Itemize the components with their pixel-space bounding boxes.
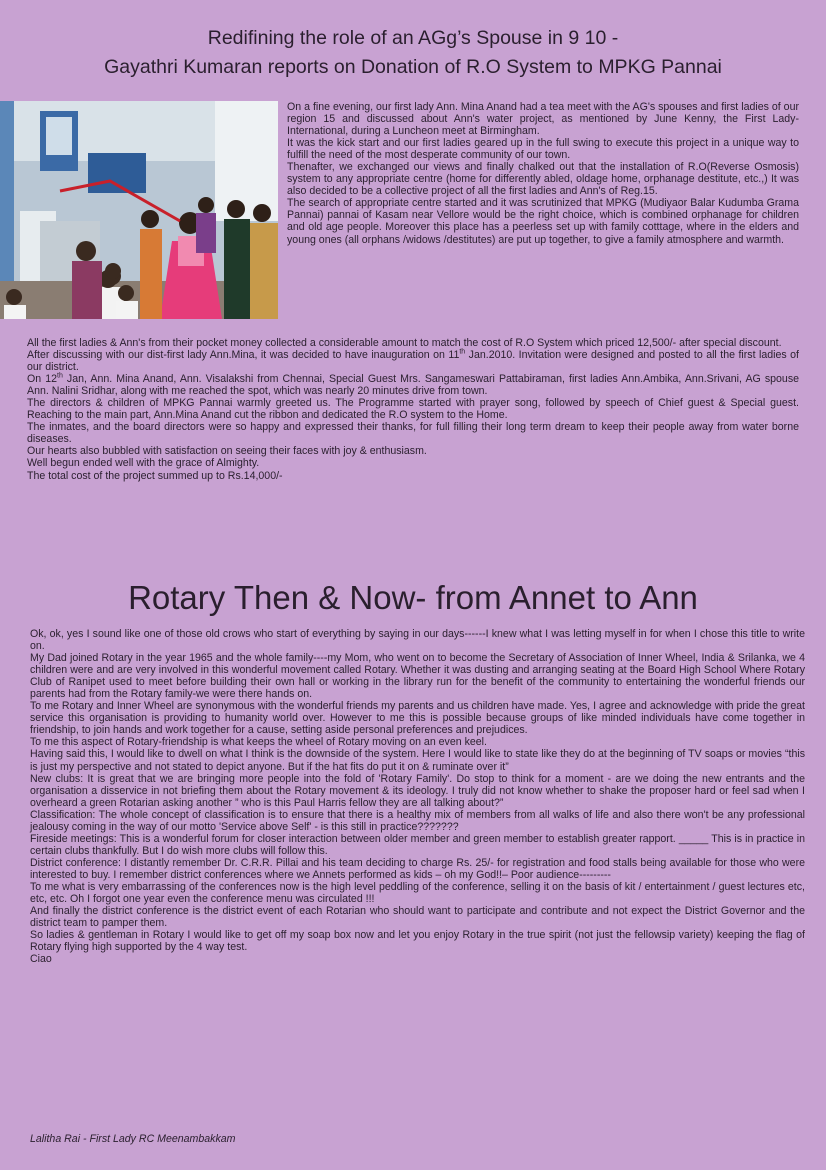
article1-para-10: Our hearts also bubbled with satisfaction on seeing their faces with joy & enthusiasm. [27, 445, 427, 458]
article1-para-6 [27, 349, 799, 373]
article2-para-9: District conference: I distantly remember Dr. C.R.R. Pillai and his team deciding to charge Rs. 25/- for registration and food stalls being available for those who were interested to buy. I remember district conferences where we Annets performed as kids – oh my God!!– Poor audience--------- [30, 856, 805, 881]
article1-para-7-b: Jan, Ann. Mina Anand, Ann. Visalakshi from Chennai, Special Guest Mrs. Sangameswari Pattabiraman, first ladies Ann.Ambika, Ann.Srivani, AG spouse Ann. Nalini Sridhar, along with me reached the spot, which was nearly 20 minutes drive from town. [27, 373, 800, 398]
article1-para-2: It was the kick start and our first ladies geared up in the full swing to execute this project in a unique way to fulfill the need of the most desperate community of our town. [287, 137, 799, 162]
article1-para-5: All the first ladies & Ann's from their pocket money collected a considerable amount to match the cost of R.O System which priced 12,500/- after special discount. [27, 337, 782, 349]
article1-title-line1: Redifining the role of an AGg’s Spouse in 9 10 - [207, 27, 619, 49]
article2-para-7: Classification: The whole concept of classification is to ensure that there is a healthy mix of members from all walks of life and also there won't be any professional jealousy coming in the way of our motto 'Service above Self' - is this still in practice??????? [30, 808, 805, 833]
article1-para-11: Well begun ended well with the grace of Almighty. [27, 457, 260, 470]
signature: Lalitha Rai - First Lady RC Meenambakkam [30, 1133, 236, 1145]
article2-para-2: My Dad joined Rotary in the year 1965 and the whole family----my Mom, who went on to become the Secretary of Association of Inner Wheel, India & Srilanka, we 4 children were and are very involved in this wonderful movement called Rotary. Whether it was dusting and arranging seating at the Board High School Where Rotary Club of Ranipet used to meet before building their own hall or working in the library run for the benefit of the community to entertaining the wonderful friends our parents had from the Rotary family-we were there hands on. [30, 652, 805, 701]
inauguration-photo-illustration [0, 101, 278, 319]
article1-title-line2: Gayathri Kumaran reports on Donation of R.O System to MPKG Pannai [104, 56, 722, 78]
article1-para-8: The directors & children of MPKG Pannai warmly greeted us. The Programme started with prayer song, followed by speech of Chief guest & Special guest. Reaching to the main part, Ann.Mina Anand cut the ribbon and dedicated the R.O system to the Home. [27, 397, 799, 422]
article1-para-1: On a fine evening, our first lady Ann. Mina Anand had a tea meet with the AG's spouses and first ladies of our region 15 and discussed about Ann's water project, as mentioned by June Kenny, the First Lady-International, during a Luncheon meet at Birmingham. [287, 101, 799, 138]
article2-para-4: To me this aspect of Rotary-friendship is what keeps the wheel of Rotary moving on an even keel. [30, 736, 487, 749]
article1-para-7 [27, 373, 799, 397]
article1-body [27, 337, 799, 482]
article2-body [30, 628, 805, 965]
article2-para-12: So ladies & gentleman in Rotary I would like to get off my soap box now and let you enjoy Rotary in the true spirit (not just the fellowsip variety) keeping the flag of Rotary flying high supported by the 4 way test. [30, 929, 805, 954]
article1-para-3: Thenafter, we exchanged our views and finally chalked out that the installation of R.O(Reverse Osmosis) system to any appropriate centre (home for differently abled, oldage home, orphanage destitute, etc.,) It was also decided to be a collective project of all the first ladies and Ann's of Reg.15. [287, 161, 799, 198]
article2-para-3: To me Rotary and Inner Wheel are synonymous with the wonderful friends my parents and us children have made. Yes, I agree and acknowledge with pride the great service this organisation is providing to humanity world over. However to me this is possible because groups of like minded individuals have come together in friendship, to join hands and work together for a cause, setting aside personal preferences and prejudices. [30, 700, 805, 737]
article1-intro-column [287, 101, 799, 246]
article2-para-8: Fireside meetings: This is a wonderful forum for closer interaction between older member and green member to establish greater rapport. _____ This is in practice in certain clubs thankfully. But I do wish more clubs will follow this. [30, 832, 805, 857]
article2-title: Rotary Then & Now- from Annet to Ann [128, 579, 698, 616]
article1-para-12: The total cost of the project summed up to Rs.14,000/- [27, 469, 283, 482]
article1-para-6-a: After discussing with our dist-first lady Ann.Mina, it was decided to have inauguration on 11 [27, 349, 460, 362]
article1-para-4: The search of appropriate centre started and it was scrutinized that MPKG (Mudiyaor Balar Kudumba Grama Pannai) pannai of Kasam near Vellore would be the right choice, which is combined orphanage for children and old age people. Moreover this place has a peerless set up with family cotttage, where in the elders and young ones (all orphans /widows /destitutes) are put up together, to give a family atmosphere and warmth. [287, 197, 799, 246]
article2-para-6: New clubs: It is great that we are bringing more people into the fold of 'Rotary Family'. Do stop to think for a moment - are we doing the new entrants and the organisation a disservice in not briefing them about the Rotary movement & its ideology. I truly did not know whether to shake the proposer hard or feel sad when I overheard a green Rotarian asking another ” who is this Paul Harris fellow they are all talking about?” [30, 772, 805, 809]
article1-para-6-sup: th [459, 348, 466, 356]
article2-para-10: To me what is very embarrassing of the conferences now is the high level peddling of the conference, selling it on the basis of kit / entertainment / guest lectures etc, etc, etc. Oh I forgot one year even the conference menu was circulated !!! [30, 880, 805, 906]
article2-para-1: Ok, ok, yes I sound like one of those old crows who start of everything by saying in our days------I knew what I was letting myself in for when I chose this title to write on. [30, 628, 805, 653]
article1-para-9: The inmates, and the board directors were so happy and expressed their thanks, for full filling their long term dream to keep their people away from water borne diseases. [27, 421, 799, 446]
article2-para-11: And finally the district conference is the district event of each Rotarian who should want to participate and contribute and not expect the District Governor and the district team to pamper them. [30, 905, 805, 930]
article1-para-6-b: Jan.2010. Invitation were designed and posted to all the first ladies of our district. [27, 349, 799, 374]
article2-para-13: Ciao [30, 953, 52, 966]
inauguration-photo [0, 101, 278, 319]
article1-para-7-a: On 12 [27, 373, 57, 386]
article1-title [0, 24, 826, 82]
article2-para-5: Having said this, I would like to dwell on what I think is the downside of the system. Here I would like to state like they do at the beginning of TV soaps or movies “this is just my perspective and not stated to depict anyone. But if the hat fits do put it on & ruminate over it” [30, 748, 805, 773]
article1-para-7-sup: th [57, 372, 63, 380]
